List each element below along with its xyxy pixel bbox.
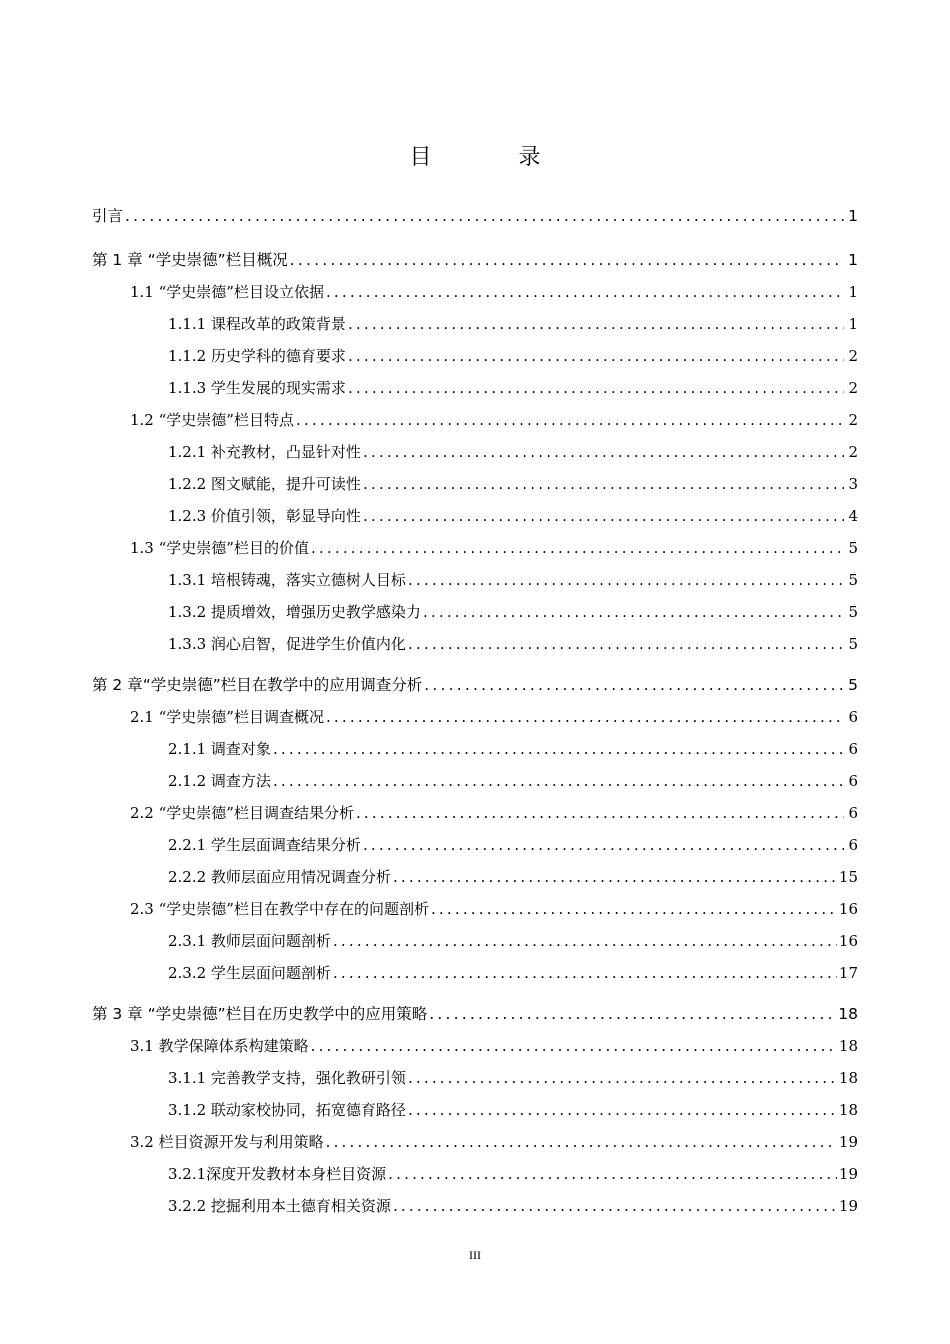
toc-entry-page-number: 6 xyxy=(848,740,858,758)
toc-dot-leader xyxy=(348,346,844,366)
toc-entry-label: 1.3 “学史崇德”栏目的价值 xyxy=(130,539,309,557)
toc-entry-page-number: 3 xyxy=(848,475,858,493)
toc-entry-label: 第 1 章 “学史崇德”栏目概况 xyxy=(92,251,288,269)
toc-entry-page-number: 4 xyxy=(848,507,858,525)
toc-entry-page-number: 5 xyxy=(848,635,858,653)
toc-subsection-entry[interactable] xyxy=(168,628,858,654)
toc-subsection-entry[interactable] xyxy=(168,957,858,983)
toc-entry-label: 2.2.2 教师层面应用情况调查分析 xyxy=(168,868,391,886)
toc-entry-label: 1.1.3 学生发展的现实需求 xyxy=(168,379,346,397)
toc-entry-label: 第 3 章 “学史崇德”栏目在历史教学中的应用策略 xyxy=(92,1005,428,1023)
toc-dot-leader xyxy=(363,835,844,855)
toc-dot-leader xyxy=(311,538,844,558)
toc-entry-page-number: 2 xyxy=(848,379,858,397)
toc-entry-label: 3.1.2 联动家校协同，拓宽德育路径 xyxy=(168,1101,406,1119)
toc-entry-page-number: 2 xyxy=(848,443,858,461)
toc-section-entry[interactable] xyxy=(130,797,858,823)
toc-entry-label: 第 2 章“学史崇德”栏目在教学中的应用调查分析 xyxy=(92,676,423,694)
toc-dot-leader xyxy=(431,899,837,919)
toc-dot-leader xyxy=(273,771,844,791)
toc-entry-label: 1.1.1 课程改革的政策背景 xyxy=(168,315,346,333)
toc-entry-label: 2.2 “学史崇德”栏目调查结果分析 xyxy=(130,804,354,822)
toc-dot-leader xyxy=(290,250,844,270)
toc-subsection-entry[interactable] xyxy=(168,1158,858,1184)
toc-chapter-entry[interactable] xyxy=(92,669,858,695)
toc-subsection-entry[interactable] xyxy=(168,308,858,334)
toc-entry-label: 1.1 “学史崇德”栏目设立依据 xyxy=(130,283,324,301)
toc-entry-label: 1.2.1 补充教材，凸显针对性 xyxy=(168,443,361,461)
toc-chapter-entry[interactable] xyxy=(92,200,858,226)
toc-entry-page-number: 5 xyxy=(848,571,858,589)
toc-entry-page-number: 5 xyxy=(848,603,858,621)
toc-dot-leader xyxy=(408,1100,837,1120)
toc-section-entry[interactable] xyxy=(130,701,858,727)
toc-dot-leader xyxy=(348,378,844,398)
toc-dot-leader xyxy=(388,1164,837,1184)
toc-dot-leader xyxy=(408,1068,837,1088)
toc-entry-page-number: 5 xyxy=(848,539,858,557)
toc-dot-leader xyxy=(408,570,844,590)
toc-entry-page-number: 19 xyxy=(838,1133,858,1151)
toc-dot-leader xyxy=(424,675,844,695)
toc-subsection-entry[interactable] xyxy=(168,372,858,398)
toc-section-entry[interactable] xyxy=(130,1030,858,1056)
toc-dot-leader xyxy=(125,206,844,226)
toc-entry-label: 1.1.2 历史学科的德育要求 xyxy=(168,347,346,365)
toc-entry-label: 2.1.1 调查对象 xyxy=(168,740,271,758)
toc-chapter-entry[interactable] xyxy=(92,998,858,1024)
toc-section-entry[interactable] xyxy=(130,404,858,430)
toc-entry-label: 3.2.1深度开发教材本身栏目资源 xyxy=(168,1165,387,1183)
toc-entry-label: 2.1.2 调查方法 xyxy=(168,772,271,790)
toc-section-entry[interactable] xyxy=(130,532,858,558)
toc-entry-page-number: 17 xyxy=(838,964,858,982)
toc-entry-label: 3.2.2 挖掘利用本土德育相关资源 xyxy=(168,1197,391,1215)
toc-entry-label: 引言 xyxy=(92,207,124,225)
toc-entry-label: 1.3.1 培根铸魂，落实立德树人目标 xyxy=(168,571,406,589)
toc-dot-leader xyxy=(408,634,844,654)
toc-entry-label: 3.2 栏目资源开发与利用策略 xyxy=(130,1133,324,1151)
toc-entry-page-number: 15 xyxy=(838,868,858,886)
toc-subsection-entry[interactable] xyxy=(168,1190,858,1216)
page-footer-number: III xyxy=(469,1248,481,1262)
toc-section-entry[interactable] xyxy=(130,1126,858,1152)
page-title: 目 录 xyxy=(409,145,581,170)
toc-subsection-entry[interactable] xyxy=(168,733,858,759)
toc-dot-leader xyxy=(363,506,844,526)
toc-dot-leader xyxy=(423,602,844,622)
toc-entry-page-number: 2 xyxy=(848,411,858,429)
toc-entry-page-number: 18 xyxy=(838,1037,858,1055)
toc-entry-page-number: 6 xyxy=(848,836,858,854)
toc-entry-label: 1.3.2 提质增效，增强历史教学感染力 xyxy=(168,603,421,621)
toc-dot-leader xyxy=(429,1004,836,1024)
toc-entry-page-number: 18 xyxy=(838,1005,858,1023)
toc-entry-page-number: 1 xyxy=(848,315,858,333)
toc-subsection-entry[interactable] xyxy=(168,861,858,887)
toc-entry-page-number: 6 xyxy=(848,772,858,790)
toc-entry-page-number: 6 xyxy=(848,804,858,822)
toc-dot-leader xyxy=(356,803,844,823)
toc-entry-page-number: 1 xyxy=(848,251,858,269)
toc-entry-page-number: 6 xyxy=(848,708,858,726)
toc-dot-leader xyxy=(326,282,844,302)
toc-entry-label: 1.2 “学史崇德”栏目特点 xyxy=(130,411,294,429)
toc-dot-leader xyxy=(363,442,844,462)
toc-entry-label: 3.1 教学保障体系构建策略 xyxy=(130,1037,309,1055)
toc-entry-label: 3.1.1 完善教学支持，强化教研引领 xyxy=(168,1069,406,1087)
toc-subsection-entry[interactable] xyxy=(168,1094,858,1120)
toc-dot-leader xyxy=(348,314,844,334)
toc-entry-page-number: 2 xyxy=(848,347,858,365)
toc-entry-page-number: 16 xyxy=(838,932,858,950)
toc-dot-leader xyxy=(311,1036,837,1056)
toc-section-entry[interactable] xyxy=(130,276,858,302)
toc-subsection-entry[interactable] xyxy=(168,436,858,462)
toc-dot-leader xyxy=(393,1196,837,1216)
toc-dot-leader xyxy=(333,963,837,983)
toc-entry-page-number: 1 xyxy=(848,207,858,225)
toc-entry-page-number: 18 xyxy=(838,1069,858,1087)
toc-dot-leader xyxy=(273,739,844,759)
toc-subsection-entry[interactable] xyxy=(168,829,858,855)
toc-chapter-entry[interactable] xyxy=(92,244,858,270)
toc-subsection-entry[interactable] xyxy=(168,340,858,366)
toc-entry-page-number: 19 xyxy=(838,1165,858,1183)
toc-entry-label: 2.3.2 学生层面问题剖析 xyxy=(168,964,331,982)
toc-dot-leader xyxy=(326,1132,837,1152)
toc-subsection-entry[interactable] xyxy=(168,1062,858,1088)
toc-subsection-entry[interactable] xyxy=(168,925,858,951)
toc-dot-leader xyxy=(333,931,837,951)
toc-entry-page-number: 19 xyxy=(838,1197,858,1215)
toc-entry-label: 2.3 “学史崇德”栏目在教学中存在的问题剖析 xyxy=(130,900,429,918)
toc-subsection-entry[interactable] xyxy=(168,765,858,791)
toc-subsection-entry[interactable] xyxy=(168,596,858,622)
toc-section-entry[interactable] xyxy=(130,893,858,919)
toc-entry-label: 2.1 “学史崇德”栏目调查概况 xyxy=(130,708,324,726)
toc-entry-label: 1.3.3 润心启智，促进学生价值内化 xyxy=(168,635,406,653)
toc-entry-label: 2.2.1 学生层面调查结果分析 xyxy=(168,836,361,854)
toc-dot-leader xyxy=(393,867,837,887)
toc-entry-label: 2.3.1 教师层面问题剖析 xyxy=(168,932,331,950)
toc-entry-page-number: 1 xyxy=(848,283,858,301)
toc-subsection-entry[interactable] xyxy=(168,500,858,526)
toc-entry-label: 1.2.3 价值引领，彰显导向性 xyxy=(168,507,361,525)
toc-entry-page-number: 5 xyxy=(848,676,858,694)
toc-dot-leader xyxy=(326,707,844,727)
toc-dot-leader xyxy=(363,474,844,494)
toc-subsection-entry[interactable] xyxy=(168,468,858,494)
toc-entry-page-number: 18 xyxy=(838,1101,858,1119)
toc-entry-label: 1.2.2 图文赋能，提升可读性 xyxy=(168,475,361,493)
toc-subsection-entry[interactable] xyxy=(168,564,858,590)
toc-entry-page-number: 16 xyxy=(838,900,858,918)
toc-dot-leader xyxy=(296,410,844,430)
